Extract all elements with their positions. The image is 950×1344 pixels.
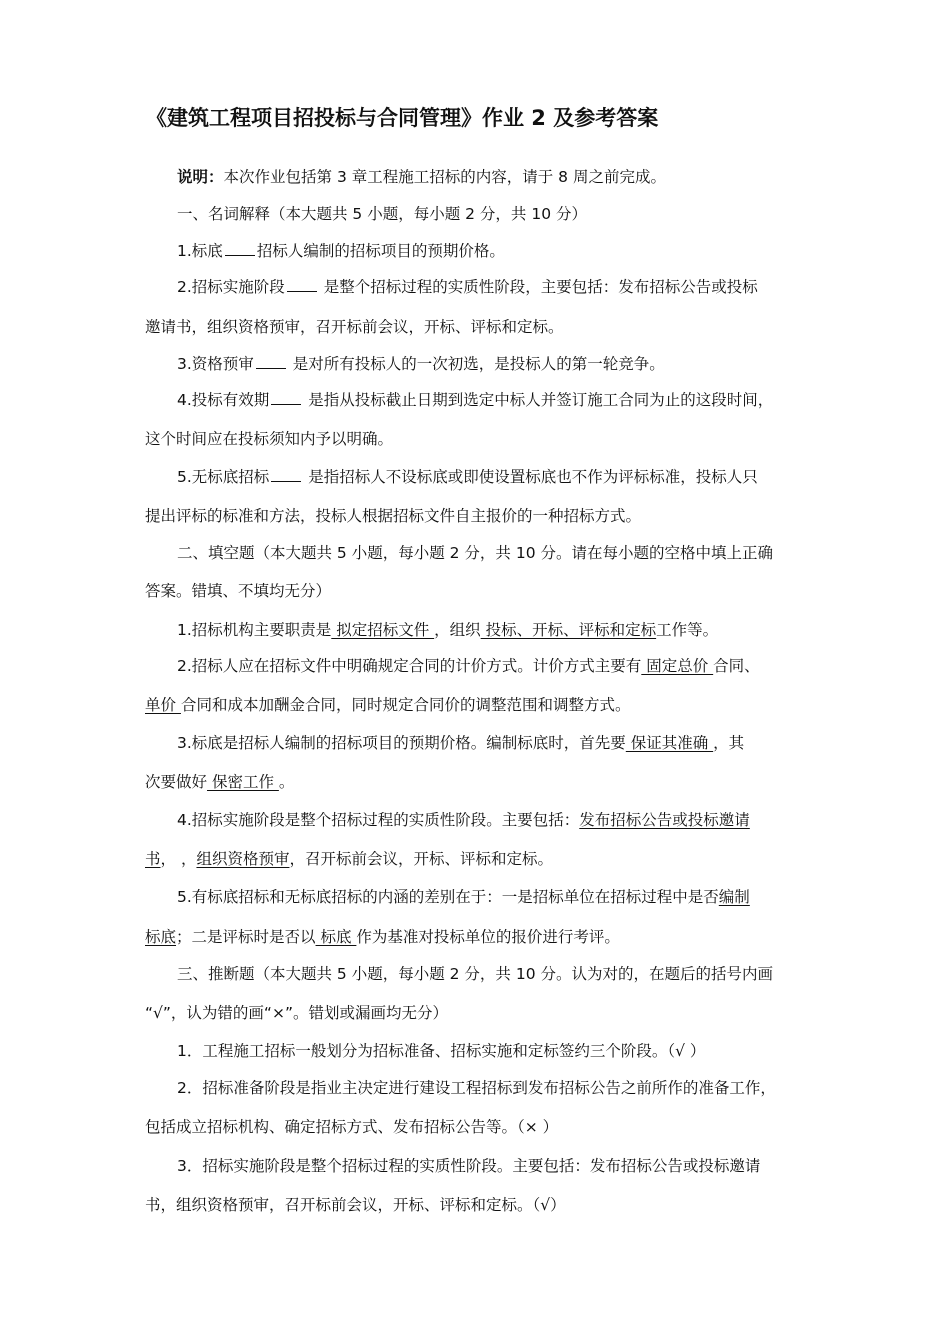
judge-question-3: 3．招标实施阶段是整个招标过程的实质性阶段。主要包括：发布招标公告或投标邀请	[177, 1157, 761, 1175]
answer-text: 投标、开标、评标和定标	[480, 621, 657, 639]
judge-question-1: 1．工程施工招标一般划分为招标准备、招标实施和定标签约三个阶段。（√ ）	[177, 1042, 706, 1060]
term-item-1: 1.标底 招标人编制的招标项目的预期价格。	[177, 242, 505, 260]
section2-heading: 二、填空题（本大题共 5 小题，每小题 2 分，共 10 分。请在每小题的空格中填上正确	[177, 544, 774, 562]
fill-question-4: 4.招标实施阶段是整个招标过程的实质性阶段。主要包括：发布招标公告或投标邀请	[177, 811, 750, 829]
answer-text: 拟定招标文件	[331, 621, 435, 639]
fill-question-3: 3.标底是招标人编制的招标项目的预期价格。编制标底时，首先要 保证其准确 ，其	[177, 734, 745, 752]
answer-text: 固定总价	[641, 657, 714, 675]
answer-text: 保证其准确	[625, 734, 714, 752]
judge-question-2: 2．招标准备阶段是指业主决定进行建设工程招标到发布招标公告之前所作的准备工作，	[177, 1079, 776, 1097]
answer-text: 组织资格预审	[196, 850, 290, 868]
term-item-2-cont: 邀请书，组织资格预审，召开标前会议，开标、评标和定标。	[145, 318, 564, 336]
answer-text: 发布招标公告或投标邀请	[579, 811, 750, 829]
term-item-5: 5.无标底招标 是指招标人不设标底或即使设置标底也不作为评标标准，投标人只	[177, 468, 758, 486]
answer-text: 编制	[718, 888, 750, 906]
answer-blank	[287, 277, 317, 292]
fill-question-5-cont: 标底；二是评标时是否以 标底 作为基准对投标单位的报价进行考评。	[145, 928, 620, 946]
judge-question-3-cont: 书，组织资格预审，召开标前会议，开标、评标和定标。（√）	[145, 1196, 566, 1214]
section3-heading-cont: “√”，认为错的画“×”。错划或漏画均无分）	[145, 1004, 448, 1022]
section3-heading: 三、推断题（本大题共 5 小题，每小题 2 分，共 10 分。认为对的，在题后的括号内画	[177, 965, 774, 983]
answer-text: 标底	[145, 928, 177, 946]
fill-question-2: 2.招标人应在招标文件中明确规定合同的计价方式。计价方式主要有 固定总价 合同、	[177, 657, 760, 675]
term-item-3: 3.资格预审 是对所有投标人的一次初选，是投标人的第一轮竞争。	[177, 355, 665, 373]
section2-heading-cont: 答案。错填、不填均无分）	[145, 582, 332, 600]
term-item-4-cont: 这个时间应在投标须知内予以明确。	[145, 430, 394, 448]
fill-question-5: 5.有标底招标和无标底招标的内涵的差别在于：一是招标单位在招标过程中是否编制	[177, 888, 750, 906]
answer-text: 单价	[145, 696, 181, 714]
term-item-2: 2.招标实施阶段 是整个招标过程的实质性阶段，主要包括：发布招标公告或投标	[177, 278, 758, 296]
answer-blank	[271, 390, 301, 405]
answer-text: 书	[145, 850, 161, 868]
answer-text: 保密工作	[207, 773, 279, 791]
fill-question-4-cont: 书， ，组织资格预审，召开标前会议，开标、评标和定标。	[145, 850, 553, 868]
document-title: 《建筑工程项目招投标与合同管理》作业 2 及参考答案	[146, 106, 659, 130]
fill-question-3-cont: 次要做好 保密工作 。	[145, 773, 295, 791]
fill-question-1: 1.招标机构主要职责是 拟定招标文件 ，组织 投标、开标、评标和定标工作等。	[177, 621, 719, 639]
fill-question-2-cont: 单价 合同和成本加酬金合同，同时规定合同价的调整范围和调整方式。	[145, 696, 631, 714]
section1-heading: 一、名词解释（本大题共 5 小题，每小题 2 分，共 10 分）	[177, 205, 588, 223]
answer-text: 标底	[315, 928, 357, 946]
note-line	[0, 166, 950, 188]
answer-blank	[256, 354, 286, 369]
note-text: 本次作业包括第 3 章工程施工招标的内容，请于 8 周之前完成。	[223, 168, 666, 186]
answer-blank	[271, 467, 301, 482]
answer-blank	[225, 241, 255, 256]
note-label: 说明：	[177, 168, 224, 186]
term-item-5-cont: 提出评标的标准和方法，投标人根据招标文件自主报价的一种招标方式。	[145, 507, 642, 525]
term-item-4: 4.投标有效期 是指从投标截止日期到选定中标人并签订施工合同为止的这段时间，	[177, 391, 774, 409]
judge-question-2-cont: 包括成立招标机构、确定招标方式、发布招标公告等。（× ）	[145, 1118, 559, 1136]
